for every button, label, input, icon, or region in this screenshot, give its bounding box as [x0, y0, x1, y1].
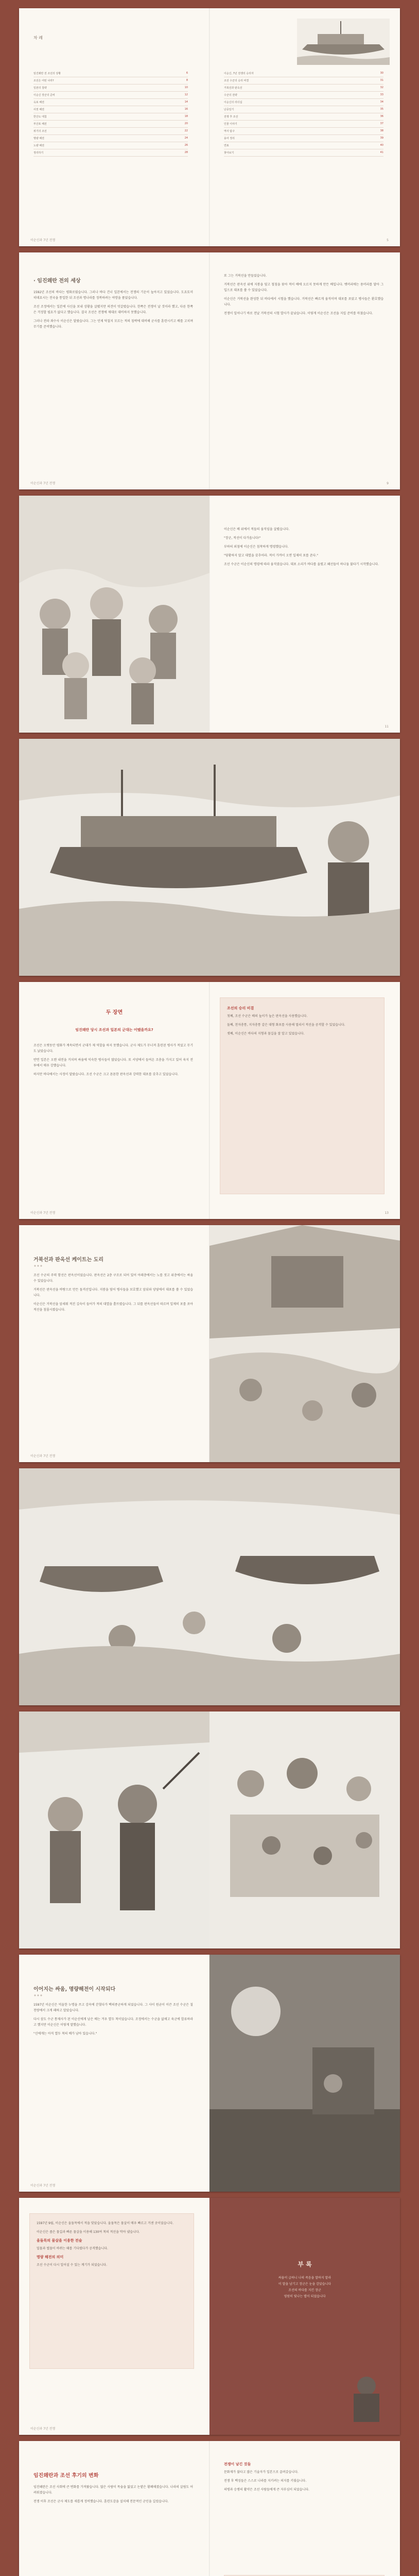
paragraph: 첫째, 조선 수군은 배의 높이가 높은 판옥선을 사용했습니다. [227, 1014, 308, 1018]
spread-warrior [19, 1711, 400, 1948]
box-page [210, 982, 400, 1219]
warrior-illustration-page [19, 1711, 210, 1948]
paragraph: 전쟁 후 백성들은 스스로 나라를 지키려는 의지를 키웠습니다. [224, 2479, 307, 2483]
section-title: 거북선과 판옥선 케이트는 도리 [33, 1257, 104, 1263]
paragraph: "장군, 적선이 다가옵니다!" [224, 536, 261, 540]
toc-item[interactable]: 수군의 전략 33 [224, 92, 383, 99]
appendix-title: 부 록 [298, 2261, 312, 2268]
toc-item[interactable]: 명량 해전 24 [33, 135, 188, 142]
toc-item[interactable]: 사천 해전 16 [33, 106, 188, 113]
box-heading: 조선의 승리 비결 [227, 1006, 254, 1010]
paragraph: 임진왜란은 조선 사회에 큰 변화를 가져왔습니다. 많은 사람이 목숨을 잃었고 논밭은 황폐해졌습니다. 나라의 살림도 어려워졌습니다. [33, 2485, 193, 2495]
spread-changes [19, 2441, 400, 2576]
spread-intro [19, 252, 400, 489]
paragraph: 의병과 승병의 활약은 조선 사람들에게 큰 자부심이 되었습니다. [224, 2488, 309, 2492]
card-body [33, 1043, 193, 1080]
verse-line: 싸움이 급하니 나의 죽음을 말하지 말라 [278, 2276, 331, 2280]
summary-box-content [37, 2221, 186, 2271]
appendix-verse [230, 2275, 379, 2300]
paragraph: 다시 삼도 수군 통제사가 된 이순신에게 남은 배는 겨우 열두 척이었습니다. 조정에서는 수군을 없애고 육군에 합류하라고 했지만 이순신은 이렇게 말했습니다. [33, 2018, 193, 2027]
section-title: 이어지는 싸움, 명량해전이 시작되다 [33, 1987, 116, 1992]
body-text [33, 2002, 193, 2040]
changes-left-page [19, 2441, 210, 2576]
toc-page-right [210, 8, 400, 246]
toc-item[interactable]: 이순신, 7년 전쟁의 승리자 30 [224, 70, 383, 77]
toc-item[interactable]: 이순신 장군의 준비 12 [33, 92, 188, 99]
changes-right-page [210, 2441, 400, 2576]
page-footer: 이순신과 7년 전쟁 [30, 1211, 56, 1215]
paragraph: 조선은 오랫동안 평화가 계속되면서 군대가 제 역할을 하지 못했습니다. 군사 제도가 무너져 훈련된 병사가 적었고 무기도 낡았습니다. [33, 1044, 193, 1053]
toc-item[interactable]: 용어 정리 39 [224, 135, 383, 142]
paragraph: 거북선은 판옥선 위에 지붕을 덮고 철침을 꽂아 적이 배에 오르지 못하게 만든 배입니다. 뱃머리에는 용머리를 달아 그 입으로 대포를 쏠 수 있었습니다. [224, 283, 383, 292]
page-number: 5 [387, 239, 389, 242]
page-footer: 이순신과 7년 전쟁 [30, 2184, 56, 2188]
toc-item[interactable]: 일본의 침략 10 [33, 84, 188, 92]
body-text [33, 290, 193, 333]
paragraph: 문화재가 불타고 많은 기술자가 일본으로 끌려갔습니다. [224, 2470, 299, 2474]
paragraph: 조선 수군은 이순신의 명령에 따라 움직였습니다. 대포 소리가 바다를 울렸고 왜선들이 하나둘 불타기 시작했습니다. [224, 563, 379, 566]
appendix-box-page [19, 2198, 210, 2435]
cavalry-illustration [338, 2368, 395, 2425]
night-illustration-page [210, 1955, 400, 2192]
toc-item[interactable]: 연표 40 [224, 142, 383, 149]
paragraph: 조선 수군이 다시 일어설 수 있는 계기가 되었습니다. [37, 2263, 107, 2267]
page-footer: 이순신과 7년 전쟁 [30, 1454, 56, 1458]
intro-page-right [210, 252, 400, 489]
illustration-page [19, 496, 210, 733]
general-illustration [19, 1711, 210, 1948]
toc-item[interactable]: 이순신의 리더십 34 [224, 99, 383, 106]
toc-item[interactable]: 정리하기 28 [33, 149, 188, 157]
paragraph: 그러나 전라 좌수사 이순신은 달랐습니다. 그는 언제 닥칠지 모르는 적의 침략에 대비해 군사를 훈련시키고 배를 고치며 무기를 준비했습니다. [33, 319, 193, 329]
naval-battle-illustration [19, 1468, 400, 1705]
page-number: 11 [385, 725, 389, 728]
story-page [210, 496, 400, 733]
toc-item[interactable]: 부산포 해전 20 [33, 121, 188, 128]
night-scene-illustration [210, 1955, 400, 2192]
card-kicker: 두 장면 [106, 1010, 123, 1015]
toc-item[interactable]: 노량 해전 26 [33, 142, 188, 149]
turtle-ship-illustration [19, 739, 400, 976]
paragraph: 이순신은 좁은 물길과 빠른 물살을 이용해 130여 척의 적선을 막아 냈습니다. [37, 2230, 140, 2234]
toc-heading: 차 례 [33, 36, 43, 40]
card-page [19, 982, 210, 1219]
spread-story [19, 496, 400, 733]
paragraph: "당황하지 말고 대열을 갖추어라. 적이 가까이 오면 일제히 포를 쏜다." [224, 554, 318, 557]
toc-item[interactable]: 위기의 조선 22 [33, 128, 188, 135]
paragraph: 이순신은 배 위에서 적들의 움직임을 살폈습니다. [224, 528, 290, 531]
toc-item[interactable]: 찾아보기 41 [224, 149, 383, 157]
toc-item[interactable]: 거북선과 판옥선 32 [224, 84, 383, 92]
info-box-content [227, 1006, 376, 1040]
section-title: 임진왜란과 조선 후기의 변화 [33, 2473, 99, 2479]
paragraph: "신에게는 아직 열두 척의 배가 남아 있습니다." [33, 2032, 97, 2036]
spread-battle-illustration [19, 1468, 400, 1705]
paragraph: 하지만 바다에서는 사정이 달랐습니다. 조선 수군은 크고 튼튼한 판옥선과 강력한 대포를 갖추고 있었습니다. [33, 1073, 179, 1076]
box-subheading: 명량 해전의 의미 [37, 2255, 64, 2259]
spread-toc [19, 8, 400, 246]
toc-item[interactable]: 임진왜란 전 조선의 상황 6 [33, 70, 188, 77]
paragraph: 1597년 이순신은 억울한 누명을 쓰고 감옥에 갇혔다가 백의종군하게 되었습니다. 그 사이 원균이 이끈 조선 수군은 칠천량에서 크게 패하고 말았습니다. [33, 2003, 193, 2012]
toc-item[interactable]: 옥포 해전 14 [33, 99, 188, 106]
toc-item[interactable]: 한산도 대첩 18 [33, 113, 188, 121]
paragraph: 1597년 9월, 이순신은 울돌목에서 적을 맞았습니다. 울돌목은 물살이 매우 빠르고 거센 곳이었습니다. [37, 2222, 174, 2225]
spread-battle [19, 1225, 400, 1462]
paragraph: 밀물과 썰물이 바뀌는 때를 기다렸다가 공격했습니다. [37, 2247, 108, 2250]
paragraph: 또 그는 거북선을 만들었습니다. [224, 274, 267, 278]
page-number: 13 [385, 1211, 389, 1215]
paragraph: 1592년 조선의 바다는 평화로웠습니다. 그러나 바다 건너 일본에서는 전쟁의 기운이 높아지고 있었습니다. 도요토미 히데요시는 전국을 통일한 뒤 조선과 명나라를 정복하려는 야망을 품었습니다. [33, 291, 193, 300]
crowd-illustration [19, 496, 210, 733]
title-dots [33, 1994, 43, 1997]
toc-list-left [33, 70, 188, 157]
ship-illustration [297, 19, 390, 65]
battle-illustration-page [210, 1225, 400, 1462]
paragraph: 이순신은 거북선을 앞세워 적진 깊숙이 들어가 적의 대열을 흩뜨렸습니다. 그 뒤를 판옥선들이 따르며 일제히 포를 쏘아 적선을 침몰시켰습니다. [33, 1302, 193, 1312]
toc-item[interactable]: 조선 수군의 승리 비결 31 [224, 77, 383, 84]
page-footer: 이순신과 7년 전쟁 [30, 2427, 56, 2431]
toc-item[interactable]: 난중일기 35 [224, 106, 383, 113]
paragraph: 조선 수군의 주력 함선은 판옥선이었습니다. 판옥선은 2층 구조로 되어 있어 아래층에서는 노를 젓고 위층에서는 싸울 수 있었습니다. [33, 1274, 193, 1283]
toc-item[interactable]: 인물 이야기 37 [224, 121, 383, 128]
page-footer: 이순신과 7년 전쟁 [30, 239, 56, 242]
toc-page-left [19, 8, 210, 246]
body-text [224, 2462, 383, 2496]
spread-ship-illustration [19, 739, 400, 976]
paragraph: 거북선은 판옥선을 바탕으로 만든 돌격선입니다. 지붕을 덮어 병사들을 보호했고 앞뒤와 양옆에서 대포를 쏠 수 있었습니다. [33, 1288, 193, 1297]
paragraph: 전쟁이 일어나기 바로 전날 거북선의 시험 발사가 끝났습니다. 이렇게 이순신은 조선을 지킬 준비를 마쳤습니다. [224, 312, 373, 315]
appendix-verse-page [210, 2198, 400, 2435]
verse-line: 이 말을 남기고 장군은 눈을 감았습니다 [278, 2282, 331, 2286]
paragraph: 둘째, 천자총통, 지자총통 같은 대형 화포를 사용해 멀리서 적선을 공격할 수 있었습니다. [227, 1023, 345, 1027]
battle-text-page [19, 1225, 210, 1462]
body-text [33, 1273, 193, 1316]
box-subheading: 울돌목의 물살을 이용한 전술 [37, 2239, 82, 2243]
page-number: 9 [387, 482, 389, 485]
toc-list-right [224, 70, 383, 157]
toc-item[interactable]: 전쟁 후 조선 36 [224, 113, 383, 121]
paragraph: 전쟁 이후 조선은 군사 제도를 새롭게 정비했습니다. 훈련도감을 설치해 전문적인 군인을 길렀습니다. [33, 2500, 169, 2503]
toc-item[interactable]: 역사 탐구 38 [224, 128, 383, 135]
verse-line: 영원히 빛나는 별이 되었습니다 [284, 2295, 326, 2298]
verse-line: 조선의 바다를 지킨 장군 [288, 2289, 321, 2292]
paragraph: 반면 일본은 오랜 내전을 거치며 싸움에 익숙한 병사들이 많았습니다. 또 서양에서 들여온 조총을 가지고 있어 육지 전투에서 매우 강했습니다. [33, 1058, 193, 1067]
army-illustration [210, 1711, 400, 1948]
body-text [224, 273, 383, 319]
page-footer: 이순신과 7년 전쟁 [30, 482, 56, 485]
card-title: 임진왜란 당시 조선과 일본의 군대는 어땠을까요? [75, 1028, 153, 1032]
warrior-text-page [210, 1711, 400, 1948]
section-title: · 임진왜란 전의 세상 [33, 278, 81, 284]
spread-appendix [19, 2198, 400, 2435]
paragraph: 조선 조정에서는 일본에 사신을 보내 상황을 살폈지만 의견이 엇갈렸습니다. 한쪽은 전쟁이 날 것이라 했고, 다른 한쪽은 걱정할 필요가 없다고 했습니다. 결국 조선은 전쟁에 제대로 대비하지 못했습니다. [33, 305, 193, 314]
title-dots [33, 1264, 43, 1267]
spread-card [19, 982, 400, 1219]
spread-myeongnyang [19, 1955, 400, 2192]
myeongnyang-text-page [19, 1955, 210, 2192]
subheading: 전쟁이 남긴 것들 [224, 2462, 251, 2466]
intro-page-left [19, 252, 210, 489]
paragraph: 이순신은 거북선을 완성한 뒤 바다에서 시험을 했습니다. 거북선은 빠르게 움직이며 대포를 쏘았고 병사들은 환호했습니다. [224, 297, 383, 307]
toc-item[interactable]: 조선은 어떤 나라? 8 [33, 77, 188, 84]
body-text [33, 2484, 193, 2507]
story-text [224, 527, 383, 570]
sea-battle-illustration [210, 1225, 400, 1462]
paragraph: 셋째, 이순신은 바다의 지형과 물길을 잘 알고 있었습니다. [227, 1032, 305, 1036]
paragraph: 부하의 외침에 이순신은 침착하게 명령했습니다. [224, 545, 289, 549]
